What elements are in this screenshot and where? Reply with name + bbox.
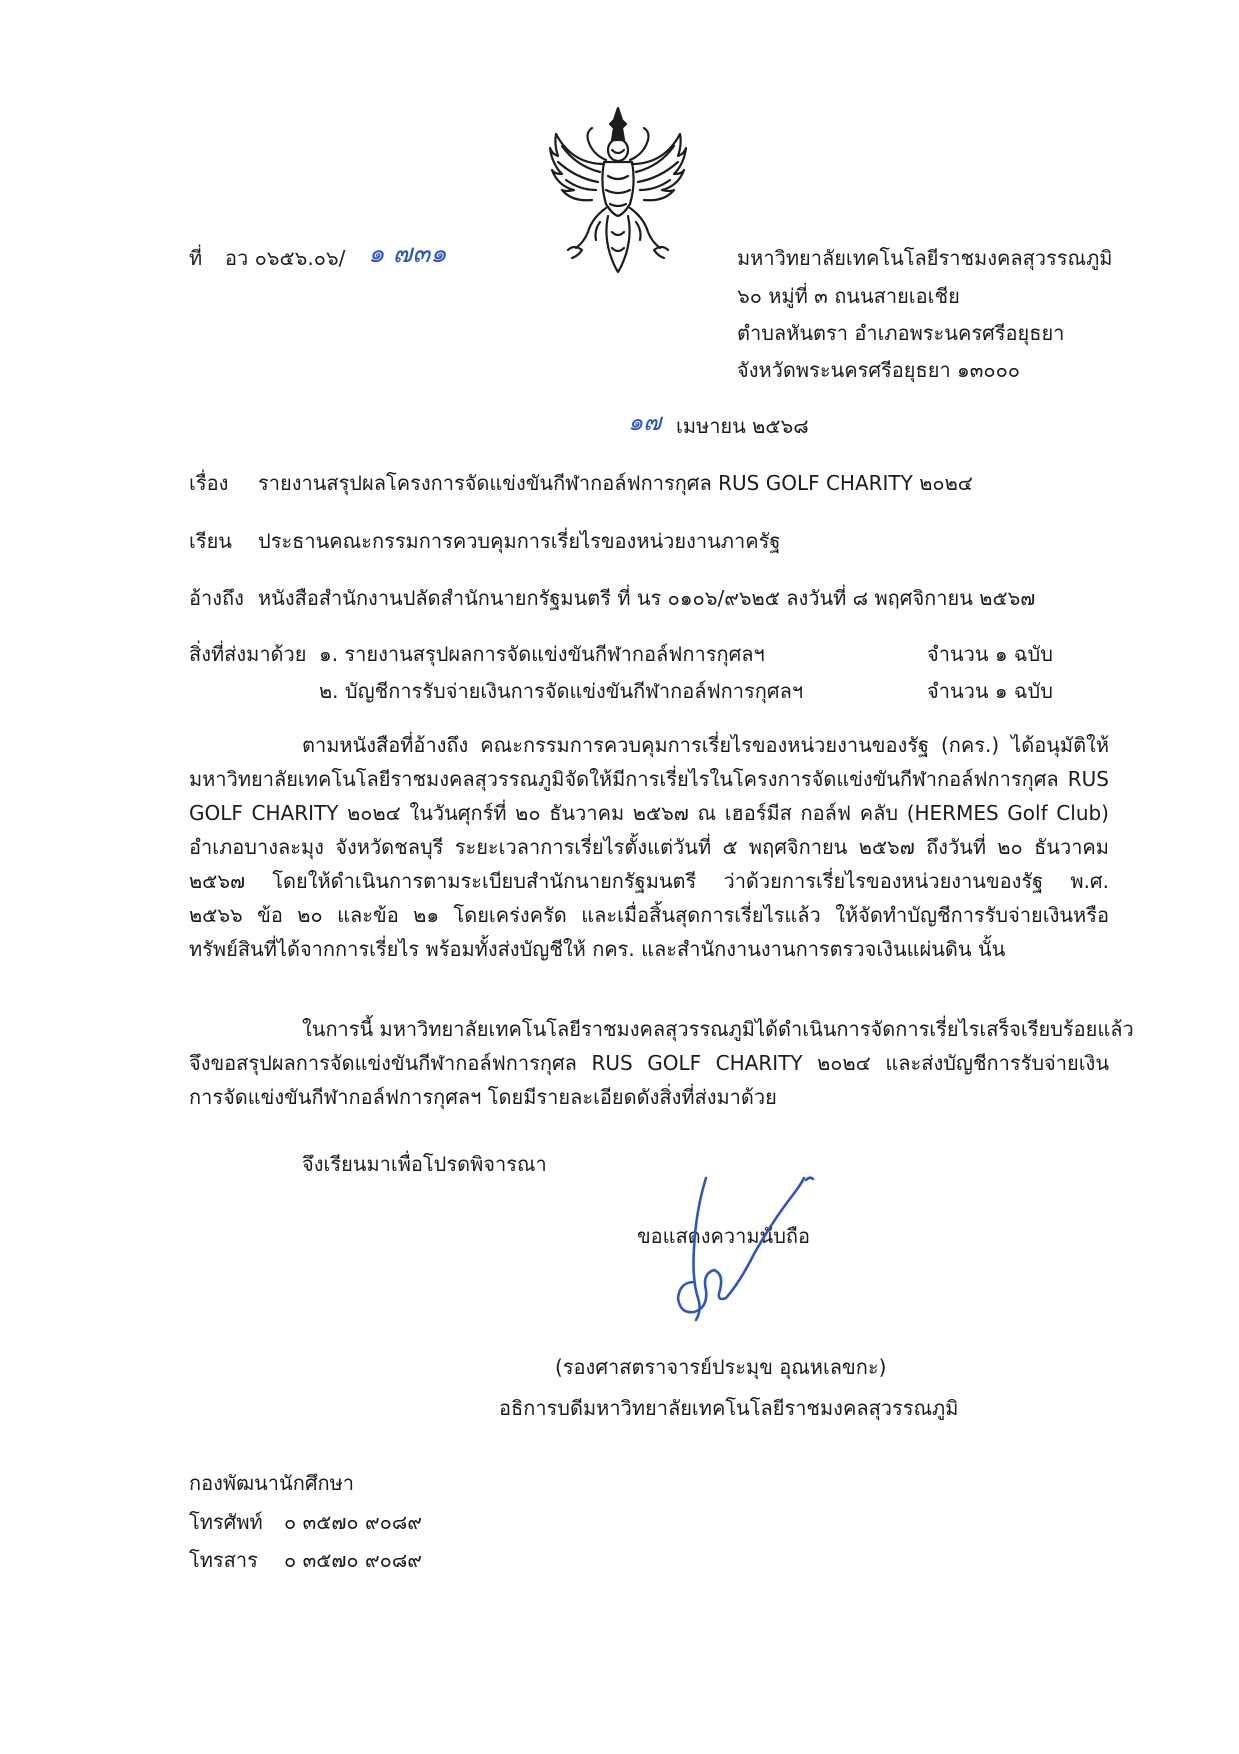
address-line-university: มหาวิทยาลัยเทคโนโลยีราชมงคลสุวรรณภูมิ (737, 246, 1113, 270)
ref-handwritten-number: ๑ ๗๓๑ (368, 239, 447, 269)
reference-text: หนังสือสำนักงานปลัดสำนักนายกรัฐมนตรี ที่ นร ๐๑๐๖/๙๖๒๕ ลงวันที่ ๘ พฤศจิกายน ๒๕๖๗ (258, 586, 1036, 610)
reference-label: อ้างถึง (189, 586, 244, 610)
body-paragraph-1 (189, 728, 1109, 966)
enclosure-item-1: ๑. รายงานสรุปผลการจัดแข่งขันกีฬากอล์ฟการกุศลฯ (319, 642, 765, 666)
paragraph-2-line: การจัดแข่งขันกีฬากอล์ฟการกุศลฯ โดยมีรายละเอียดดังสิ่งที่ส่งมาด้วย (189, 1085, 777, 1109)
date-month-year: เมษายน ๒๕๖๘ (676, 414, 809, 438)
signatory-name: (รองศาสตราจารย์ประมุข อุณหเลขกะ) (555, 1355, 887, 1379)
paragraph-1-line: ทรัพย์สินที่ได้จากการเรี่ยไร พร้อมทั้งส่งบัญชีให้ กคร. และสำนักงานงานการตรวจเงินแผ่นดิน นั้น (189, 937, 1006, 961)
enclosure-item-2-qty: จำนวน ๑ ฉบับ (927, 679, 1053, 703)
contact-department: กองพัฒนานักศึกษา (189, 1471, 355, 1495)
date-day-handwritten: ๑๗ (628, 408, 662, 436)
signatory-position: อธิการบดีมหาวิทยาลัยเทคโนโลยีราชมงคลสุวรรณภูมิ (499, 1396, 959, 1420)
enclosures-label: สิ่งที่ส่งมาด้วย (189, 642, 307, 666)
contact-phone-label: โทรศัพท์ (189, 1510, 263, 1534)
paragraph-1-line: ๒๕๖๖ ข้อ ๒๐ และข้อ ๒๑ โดยเคร่งครัด และเมื่อสิ้นสุดการเรี่ยไรแล้ว ให้จัดทำบัญชีการรับจ่ายเงินหรือ (189, 903, 1109, 927)
enclosure-item-1-qty: จำนวน ๑ ฉบับ (927, 642, 1053, 666)
body-paragraph-2 (189, 1012, 1134, 1114)
address-line-street: ๖๐ หมู่ที่ ๓ ถนนสายเอเชีย (737, 284, 960, 308)
paragraph-1-line: อำเภอบางละมุง จังหวัดชลบุรี ระยะเวลาการเรี่ยไรตั้งแต่วันที่ ๕ พฤศจิกายน ๒๕๖๗ ถึงวันที่ ๒๐ ธันวาคม (189, 835, 1109, 859)
subject-label: เรื่อง (189, 471, 229, 495)
enclosure-item-2: ๒. บัญชีการรับจ่ายเงินการจัดแข่งขันกีฬากอล์ฟการกุศลฯ (319, 679, 804, 703)
address-line-province: จังหวัดพระนครศรีอยุธยา ๑๓๐๐๐ (737, 358, 1021, 382)
ref-prefix: ที่ (189, 246, 203, 270)
paragraph-2-line: ในการนี้ มหาวิทยาลัยเทคโนโลยีราชมงคลสุวรรณภูมิได้ดำเนินการจัดการเรี่ยไรเสร็จเรียบร้อยแล้ว (302, 1017, 1134, 1041)
contact-fax-label: โทรสาร (189, 1548, 258, 1572)
contact-phone: ๐ ๓๕๗๐ ๙๐๘๙ (284, 1510, 422, 1534)
paragraph-1-line: ๒๕๖๗ โดยให้ดำเนินการตามระเบียบสำนักนายกรัฐมนตรี ว่าด้วยการเรี่ยไรของหน่วยงานของรัฐ พ.ศ. (189, 869, 1109, 893)
recipient-text: ประธานคณะกรรมการควบคุมการเรี่ยไรของหน่วยงานภาครัฐ (258, 529, 781, 553)
signature-mark (650, 1170, 850, 1330)
address-line-district: ตำบลหันตรา อำเภอพระนครศรีอยุธยา (737, 321, 1065, 345)
paragraph-2-line: จึงขอสรุปผลการจัดแข่งขันกีฬากอล์ฟการกุศล RUS GOLF CHARITY ๒๐๒๔ และส่งบัญชีการรับจ่ายเงิน (189, 1051, 1109, 1075)
contact-fax: ๐ ๓๕๗๐ ๙๐๘๙ (284, 1548, 422, 1572)
recipient-label: เรียน (189, 529, 232, 553)
closing-salutation: ขอแสดงความนับถือ (637, 1224, 811, 1248)
subject-text: รายงานสรุปผลโครงการจัดแข่งขันกีฬากอล์ฟการกุศล RUS GOLF CHARITY ๒๐๒๔ (258, 471, 973, 495)
paragraph-1-line: มหาวิทยาลัยเทคโนโลยีราชมงคลสุวรรณภูมิจัดให้มีการเรี่ยไรในโครงการจัดแข่งขันกีฬากอล์ฟการกุศล RUS (189, 767, 1109, 791)
closing-request: จึงเรียนมาเพื่อโปรดพิจารณา (302, 1152, 547, 1176)
ref-number: อว ๐๖๕๖.๐๖/ (225, 246, 346, 270)
paragraph-1-line: GOLF CHARITY ๒๐๒๔ ในวันศุกร์ที่ ๒๐ ธันวาคม ๒๕๖๗ ณ เฮอร์มีส กอล์ฟ คลับ (HERMES Golf Club) (189, 801, 1109, 825)
garuda-emblem (548, 104, 688, 276)
paragraph-1-line: ตามหนังสือที่อ้างถึง คณะกรรมการควบคุมการเรี่ยไรของหน่วยงานของรัฐ (กคร.) ได้อนุมัติให้ (302, 733, 1109, 757)
